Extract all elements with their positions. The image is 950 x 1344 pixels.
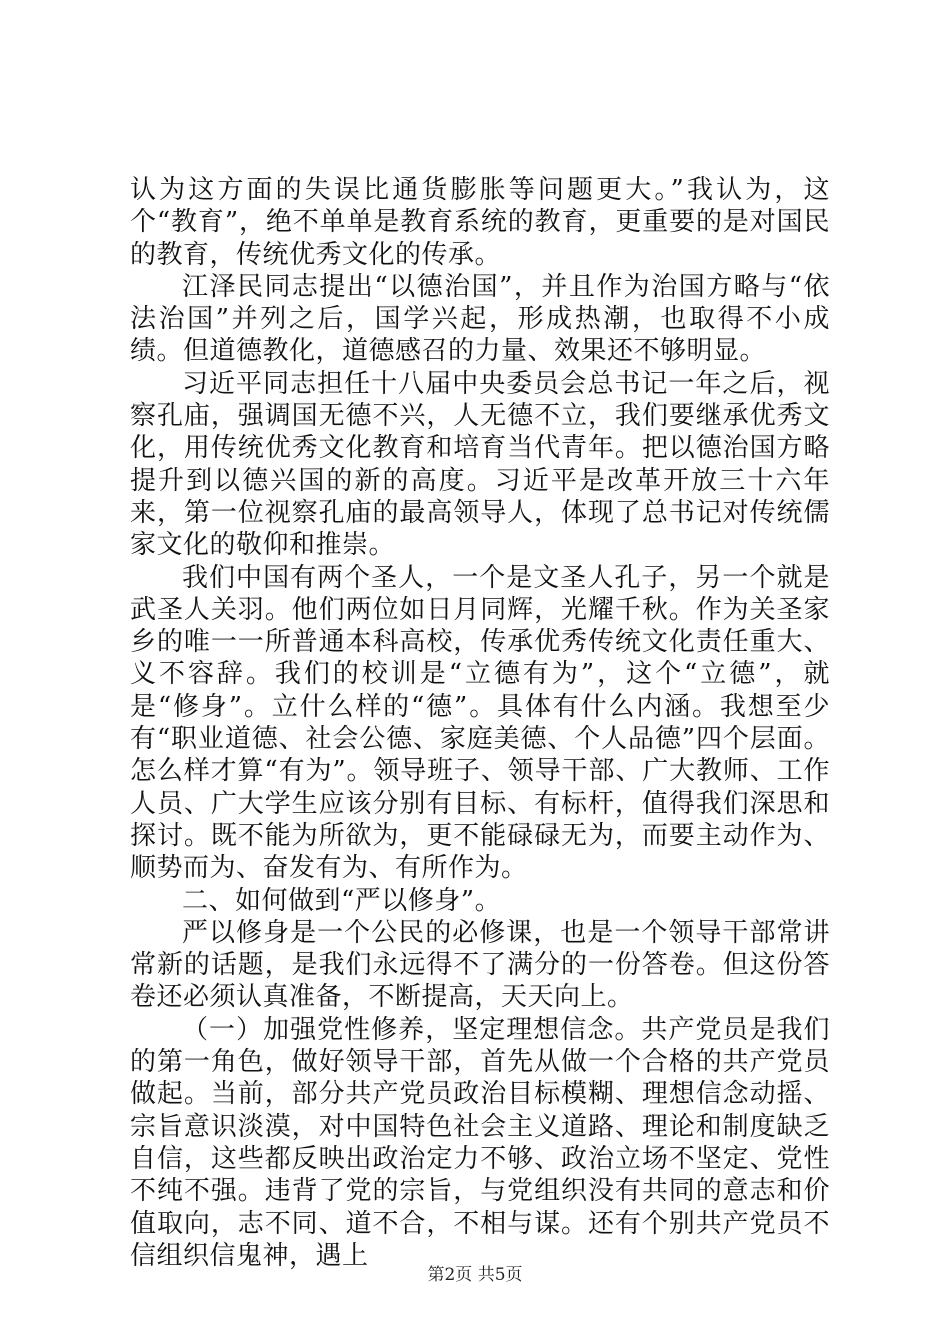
paragraph-1: 认为这方面的失误比通货膨胀等问题更大。”我认为，这个“教育”，绝不单单是教育系统的教育，更重要的是对国民的教育，传统优秀文化的传承。 <box>130 175 830 270</box>
paragraph-2: 江泽民同志提出“以德治国”，并且作为治国方略与“依法治国”并列之后，国学兴起，形成热潮，也取得不小成绩。但道德教化，道德感召的力量、效果还不够明显。 <box>130 271 830 367</box>
section-heading-2: 二、如何做到“严以修身”。 <box>182 885 502 916</box>
paragraph-6: 严以修身是一个公民的必修课，也是一个领导干部常讲常新的话题，是我们永远得不了满分的一份答卷。但这份答卷还必须认真准备，不断提高，天天向上。 <box>130 917 830 1013</box>
paragraph-4: 我们中国有两个圣人，一个是文圣人孔子，另一个就是武圣人关羽。他们两位如日月同辉，光耀千秋。作为关圣家乡的唯一一所普通本科高校，传承优秀传统文化责任重大、义不容辞。我们的校训是“立德有为”，这个“立德”，就是“修身”。立什么样的“德”。具体有什么内涵。我想至少有“职业道德、社会公德、家庭美德、个人品德”四个层面。怎么样才算“有为”。领导班子、领导干部、广大教师、工作人员、广大学生应该分别有目标、有标杆，值得我们深思和探讨。既不能为所欲为，更不能碌碌无为，而要主动作为、顺势而为、奋发有为、有所作为。 <box>130 562 830 884</box>
paragraph-7: （一）加强党性修养，坚定理想信念。共产党员是我们的第一角色，做好领导干部，首先从做一个合格的共产党员做起。当前，部分共产党员政治目标模糊、理想信念动摇、宗旨意识淡漠，对中国特色社会主义道路、理论和制度缺乏自信，这些都反映出政治定力不够、政治立场不坚定、党性不纯不强。违背了党的宗旨，与党组织没有共同的意志和价值取向，志不同、道不合，不相与谋。还有个别共产党员不信组织信鬼神，遇上 <box>130 1014 830 1271</box>
paragraph-3: 习近平同志担任十八届中央委员会总书记一年之后，视察孔庙，强调国无德不兴，人无德不立，我们要继承优秀文化，用传统优秀文化教育和培育当代青年。把以德治国方略提升到以德兴国的新的高度。习近平是改革开放三十六年来，第一位视察孔庙的最高领导人，体现了总书记对传统儒家文化的敬仰和推崇。 <box>130 368 830 561</box>
document-body <box>130 174 830 1272</box>
page-footer: 第2页 共5页 <box>427 1265 523 1285</box>
